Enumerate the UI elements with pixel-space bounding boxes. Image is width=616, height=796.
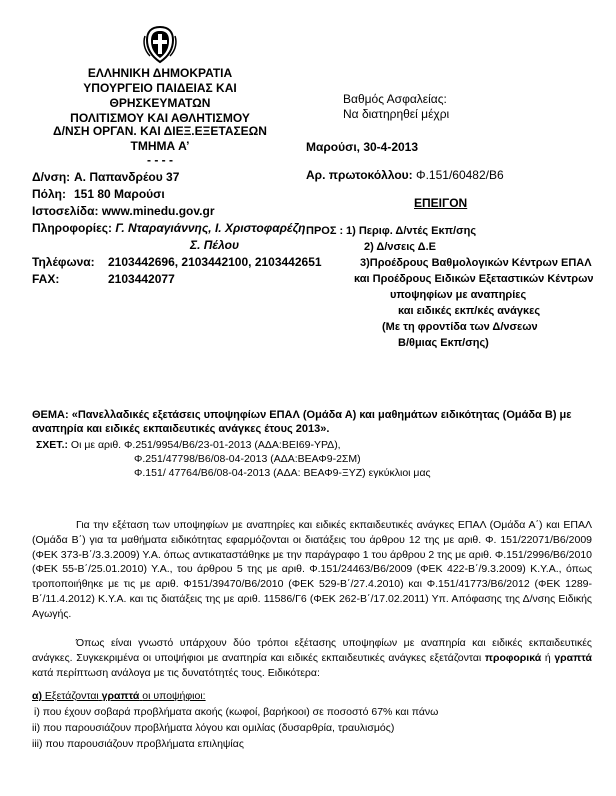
recipient-line: και ειδικές εκπ/κές ανάγκες [398, 305, 541, 317]
priority-label: ΕΠΕΙΓΟΝ [414, 196, 468, 210]
greek-coat-of-arms-emblem [141, 24, 179, 64]
fax-value: 2103442077 [108, 272, 175, 286]
issuer-line: ΠΟΛΙΤΙΣΜΟΥ ΚΑΙ ΑΘΛΗΤΙΣΜΟΥ [70, 111, 250, 125]
ref-line: Φ.251/47798/Β6/08-04-2013 (ΑΔΑ:ΒΕΑΦ9-2ΣΜ) [134, 453, 361, 465]
section-a-label: α) [32, 690, 42, 702]
info-label: Πληροφορίες: [32, 221, 113, 235]
section-a-heading [32, 688, 592, 704]
department-line: Δ/ΝΣΗ ΟΡΓΑΝ. ΚΑΙ ΔΙΕΞ.ΕΞΕΤΑΣΕΩΝ [53, 124, 267, 138]
section-a-heading-start: Εξετάζονται [44, 690, 99, 702]
written-emphasis: γραπτά [554, 651, 592, 664]
website-label: Ιστοσελίδα: [32, 204, 99, 218]
fax-label: FAX: [32, 272, 60, 286]
recipient-line: Β/θμιας Εκπ/σης) [398, 337, 489, 349]
recipient-line: 3)Προέδρους Βαθμολογικών Κέντρων ΕΠΑΛ [360, 257, 592, 269]
phones-value: 2103442696, 2103442100, 2103442651 [108, 255, 322, 269]
department-line: ΤΜΗΜΑ Α’ [130, 139, 190, 153]
body-paragraph-text: Για την εξέταση των υποψηφίων με αναπηρίες και ειδικές εκπαιδευτικές ανάγκες ΕΠΑΛ (Ομάδα Α΄) και ΕΠΑΛ (Ομάδα Β΄) για τα μαθήματα ειδικότητας εφαρμόζονται οι διατάξεις του άρθρου 12 της με αριθ. Φ. 151/22071/Β6/2009 (ΦΕΚ 373-Β΄/3.3.2009) Υ.Α. όπως αντικαταστάθηκε με την παράγραφο 1 του άρθρου 2 της με αριθ. Φ.151/2996/Β6/2010 (ΦΕΚ 55-Β΄/25.01.2010) Υ.Α., του άρθρου 5 της με αριθ. Φ.151/24463/Β6/2009 (ΦΕΚ 422-Β΄/9.3.2009) Κ.Υ.Α., όπως τροποποιήθηκε με τις με αριθ. Φ151/39470/Β6/2010 (ΦΕΚ 529-Β΄/27.4.2010) και Φ.151/41773/Β6/2012 (ΦΕΚ 1289-Β΄/11.4.2012) Κ.Υ.Α. και τις διατάξεις της με αριθ. 11586/Γ6 (ΦΕΚ 262-Β΄/17.02.2011) Υπ. Απόφασης της Δ/νσης Ειδικής Αγωγής. [32, 519, 592, 620]
list-item: iii) που παρουσιάζουν προβλήματα επιληψίας [32, 738, 244, 750]
list-item: i) που έχουν σοβαρά προβλήματα ακοής (κωφοί, βαρήκοοι) σε ποσοστό 67% και πάνω [34, 706, 439, 718]
methods-text-end: κατά περίπτωση ανάλογα με τις δυνατότητές τους. Ειδικότερα: [32, 666, 320, 679]
section-a-heading-end: οι υποψήφιοι: [142, 690, 206, 702]
recipient-line: 1) Περιφ. Δ/ντές Εκπ/σης [346, 225, 477, 237]
recipient-line: 2) Δ/νσεις Δ.Ε [364, 241, 436, 253]
website-value: www.minedu.gov.gr [101, 204, 215, 218]
section-a-written: γραπτά [101, 690, 140, 702]
phones-label: Τηλέφωνα: [32, 255, 95, 269]
recipient-line: (Με τη φροντίδα των Δ/νσεων [382, 321, 538, 333]
info-value: Γ. Νταραγιάννης, Ι. Χριστοφαρέζη [115, 221, 306, 235]
address-value: Α. Παπανδρέου 37 [74, 170, 180, 184]
recipient-line: και Προέδρους Ειδικών Εξεταστικών Κέντρων [354, 273, 594, 285]
protocol-number [306, 168, 504, 183]
security-block [343, 92, 593, 122]
city-label: Πόλη: [32, 187, 66, 201]
city-value: 151 80 Μαρούσι [74, 187, 165, 201]
address-label: Δ/νση: [32, 170, 71, 184]
info-value-2: Σ. Πέλου [190, 238, 240, 252]
department-block [40, 124, 280, 166]
subject-label: ΘΕΜΑ: [32, 409, 69, 421]
list-item: ii) που παρουσιάζουν προβλήματα λόγου και ομιλίας (δυσαρθρία, τραυλισμός) [32, 722, 395, 734]
body-paragraph-methods [32, 636, 592, 680]
section-a [32, 688, 592, 752]
protocol-label: Αρ. πρωτοκόλλου: [306, 168, 413, 182]
methods-text-start: Όπως είναι γνωστό υπάρχουν δύο τρόποι εξέτασης υποψηφίων με αναπηρία και ειδικές εκπαιδευτικές ανάγκες. Συγκεκριμένα οι υποψήφιοι με αναπηρία και ειδικές εκπαιδευτικές ανάγκες εξετάζονται [32, 637, 592, 664]
ref-label: ΣΧΕΤ.: [36, 439, 68, 451]
subject-block [32, 408, 612, 436]
recipients-block [306, 224, 606, 352]
protocol-value: Φ.151/60482/Β6 [416, 168, 504, 182]
subject-text: «Πανελλαδικές εξετάσεις υποψηφίων ΕΠΑΛ (Ομάδα Α) και μαθημάτων ειδικότητας (Ομάδα Β) με [71, 409, 572, 421]
place-date: Μαρούσι, 30-4-2013 [306, 140, 419, 154]
oral-emphasis: προφορικά [484, 651, 542, 664]
security-level-label: Βαθμός Ασφαλείας: [343, 92, 447, 106]
department-line: - - - - [147, 153, 173, 167]
issuer-line: ΥΠΟΥΡΓΕΙΟ ΠΑΙΔΕΙΑΣ ΚΑΙ ΘΡΗΣΚΕΥΜΑΤΩΝ [83, 81, 237, 110]
references-block [36, 438, 596, 480]
keep-until-label: Να διατηρηθεί μέχρι [343, 107, 450, 121]
subject-text-cont: αναπηρία και ειδικές εκπαιδευτικές ανάγκες έτους 2013». [32, 423, 330, 435]
ref-line: Φ.151/ 47764/Β6/08-04-2013 (ΑΔΑ: ΒΕΑΦ9-ΞΥΖ) εγκύκλιοι μας [134, 467, 431, 479]
contact-block [32, 170, 322, 289]
body-paragraph [32, 518, 592, 622]
to-label: ΠΡΟΣ : [306, 225, 344, 237]
or-text: ή [544, 651, 551, 664]
ref-line: Οι με αριθ. Φ.251/9954/Β6/23-01-2013 (ΑΔΑ:ΒΕΙ69-ΥΡΔ), [70, 439, 341, 451]
issuer-block [40, 66, 280, 126]
recipient-line: υποψηφίων με αναπηρίες [390, 289, 527, 301]
issuer-line: ΕΛΛΗΝΙΚΗ ΔΗΜΟΚΡΑΤΙΑ [87, 66, 233, 80]
